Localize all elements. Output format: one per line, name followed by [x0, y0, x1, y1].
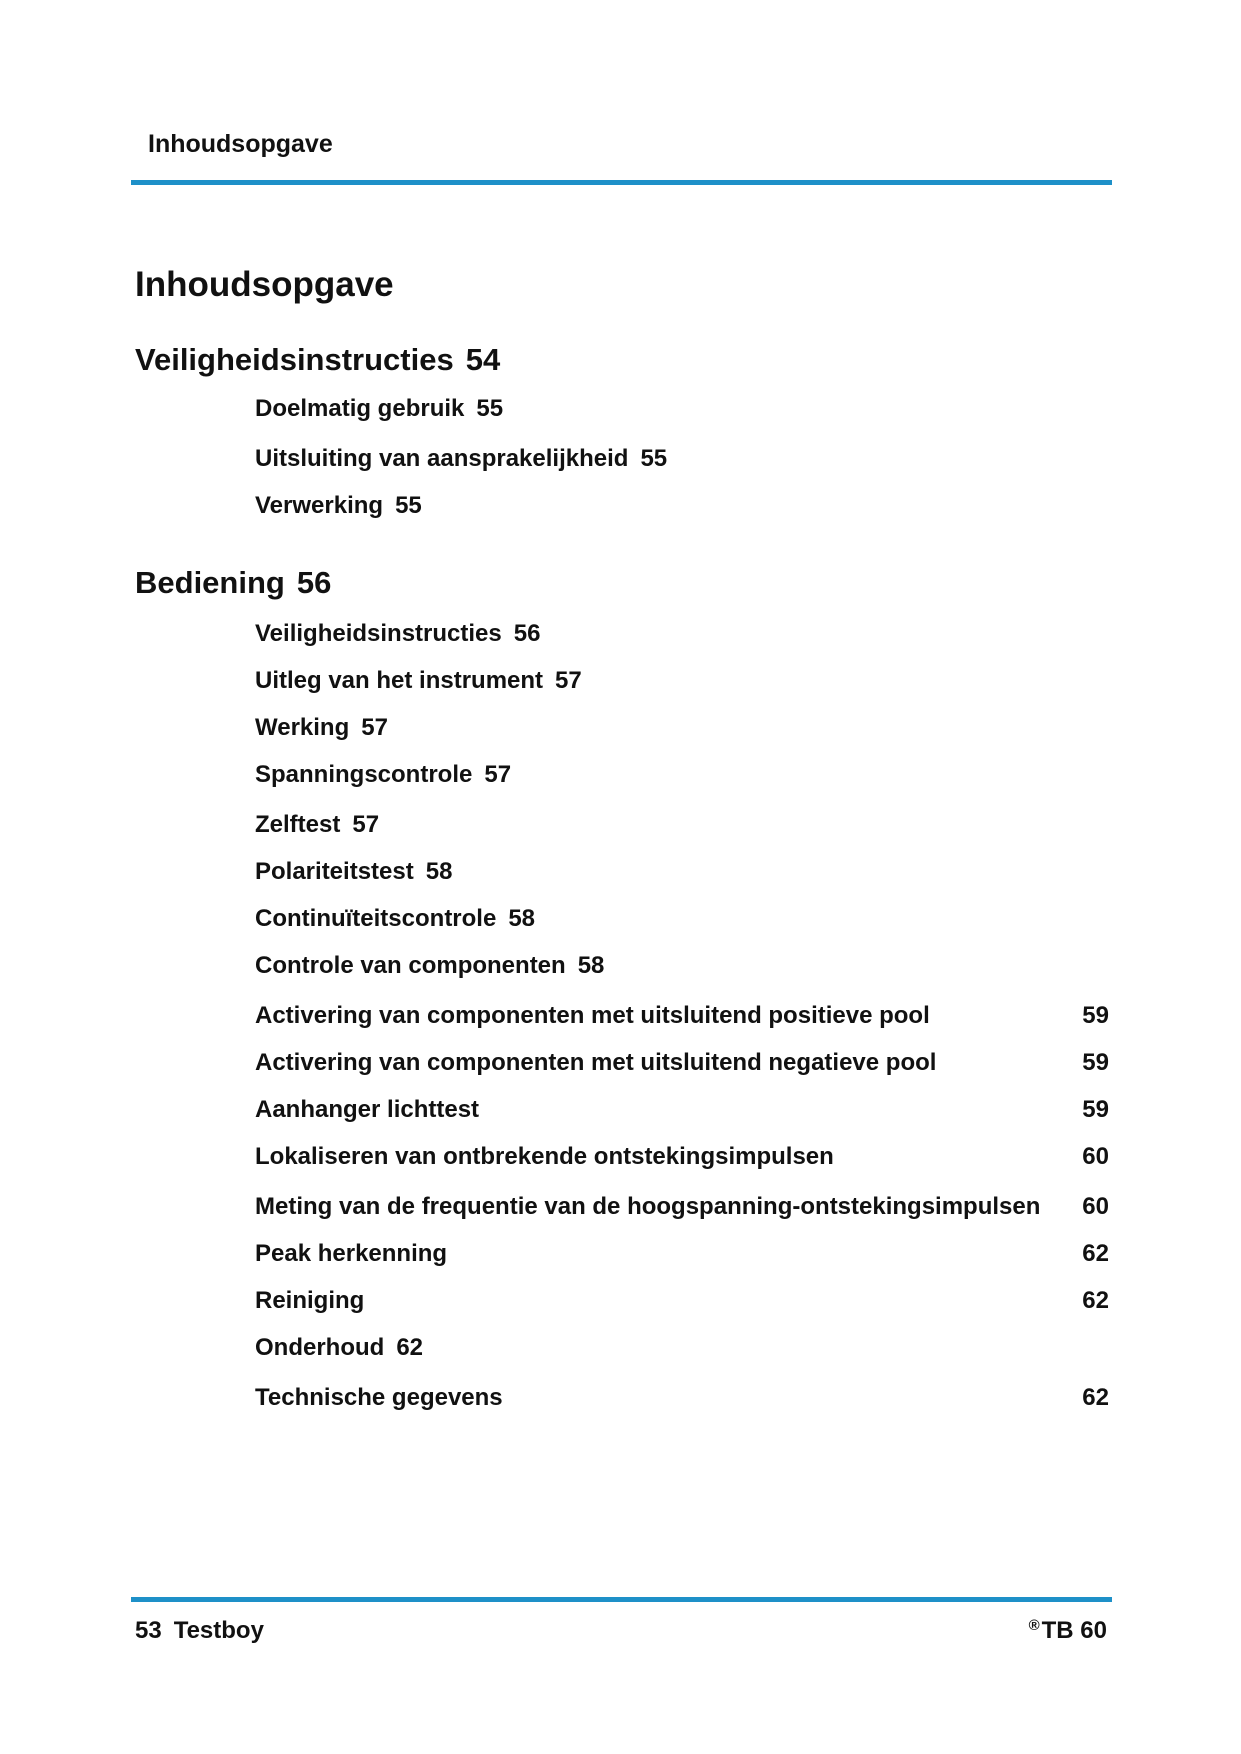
toc-entry[interactable]	[255, 714, 1109, 742]
registered-mark: ®	[1028, 1617, 1040, 1634]
toc-entry-page: 62	[396, 1334, 424, 1361]
toc-entry-title: Verwerking	[255, 492, 384, 519]
toc-entry-page: 62	[1082, 1384, 1109, 1411]
toc-entry-page: 55	[476, 395, 504, 422]
toc-entry-title: Zelftest	[255, 811, 341, 838]
toc-entry-title: Veiligheidsinstructies	[135, 342, 454, 377]
toc-entry[interactable]	[255, 952, 1109, 980]
toc-entry-title: Lokaliseren van ontbrekende ontstekingsimpulsen	[255, 1143, 834, 1170]
toc-entry-page: 59	[1082, 1002, 1109, 1029]
toc-section-bediening[interactable]	[135, 565, 331, 601]
footer-model	[1029, 1617, 1107, 1645]
toc-entry-title: Peak herkenning	[255, 1240, 448, 1267]
footer-left	[135, 1617, 264, 1645]
page-title: Inhoudsopgave	[135, 265, 394, 304]
toc-entry-page: 55	[395, 492, 422, 519]
toc-entry-title: Bediening	[135, 565, 285, 600]
footer-brand: Testboy	[173, 1617, 264, 1644]
toc-entry[interactable]	[255, 1334, 1109, 1362]
toc-entry[interactable]	[255, 445, 1109, 473]
toc-entry-title: Spanningscontrole	[255, 761, 473, 788]
toc-entry[interactable]	[255, 1002, 1109, 1030]
toc-entry-page: 62	[1082, 1240, 1109, 1267]
toc-entry[interactable]	[255, 492, 1109, 520]
toc-entry-page: 59	[1082, 1096, 1109, 1123]
toc-entry[interactable]	[255, 905, 1109, 933]
toc-entry-page: 58	[577, 952, 605, 979]
toc-entry-page: 55	[640, 445, 668, 472]
toc-entry-title: Onderhoud	[255, 1334, 385, 1361]
toc-entry[interactable]	[255, 667, 1109, 695]
toc-entry-title: Activering van componenten met uitsluitend positieve pool	[255, 1002, 930, 1029]
toc-entry-title: Veiligheidsinstructies	[255, 620, 502, 647]
toc-entry[interactable]	[255, 811, 1109, 839]
toc-entry-title: Werking	[255, 714, 350, 741]
toc-entry-page: 60	[1082, 1143, 1109, 1170]
toc-entry-title: Controle van componenten	[255, 952, 566, 979]
toc-entry-title: Meting van de frequentie van de hoogspanning-ontstekingsimpulsen	[255, 1193, 1041, 1220]
toc-entry-title: Reiniging	[255, 1287, 365, 1314]
running-header-title: Inhoudsopgave	[148, 130, 333, 158]
toc-entry[interactable]	[255, 620, 1109, 648]
toc-entry[interactable]	[255, 1287, 1109, 1315]
toc-section-veiligheidsinstructies[interactable]	[135, 342, 500, 378]
toc-entry[interactable]	[255, 1096, 1109, 1124]
toc-entry-page: 57	[555, 667, 582, 694]
toc-entry[interactable]	[255, 1384, 1109, 1412]
toc-entry[interactable]	[255, 1143, 1109, 1171]
toc-entry-page: 60	[1082, 1193, 1109, 1220]
toc-entry-page: 58	[508, 905, 536, 932]
toc-entry-title: Doelmatig gebruik	[255, 395, 465, 422]
toc-entry[interactable]	[255, 858, 1109, 886]
toc-entry-title: Activering van componenten met uitsluitend negatieve pool	[255, 1049, 937, 1076]
toc-entry-page: 57	[361, 714, 388, 741]
footer-divider	[131, 1597, 1112, 1602]
toc-entry[interactable]	[255, 1193, 1109, 1221]
toc-entry-title: Uitleg van het instrument	[255, 667, 544, 694]
toc-entry-page: 56	[296, 565, 332, 600]
toc-entry-page: 56	[513, 620, 541, 647]
footer-page-number: 53	[135, 1617, 162, 1644]
toc-entry[interactable]	[255, 395, 1109, 423]
toc-entry-page: 57	[484, 761, 512, 788]
toc-entry-title: Continuïteitscontrole	[255, 905, 497, 932]
toc-entry-page: 57	[352, 811, 380, 838]
toc-entry[interactable]	[255, 1240, 1109, 1268]
toc-entry-title: Uitsluiting van aansprakelijkheid	[255, 445, 629, 472]
footer-model-name: TB 60	[1041, 1617, 1107, 1644]
toc-entry-page: 54	[465, 342, 501, 377]
toc-entry-title: Technische gegevens	[255, 1384, 503, 1411]
toc-entry[interactable]	[255, 1049, 1109, 1077]
toc-entry[interactable]	[255, 761, 1109, 789]
toc-entry-title: Aanhanger lichttest	[255, 1096, 480, 1123]
toc-entry-title: Polariteitstest	[255, 858, 414, 885]
toc-entry-page: 62	[1082, 1287, 1109, 1314]
toc-entry-page: 58	[425, 858, 453, 885]
toc-entry-page: 59	[1082, 1049, 1109, 1076]
